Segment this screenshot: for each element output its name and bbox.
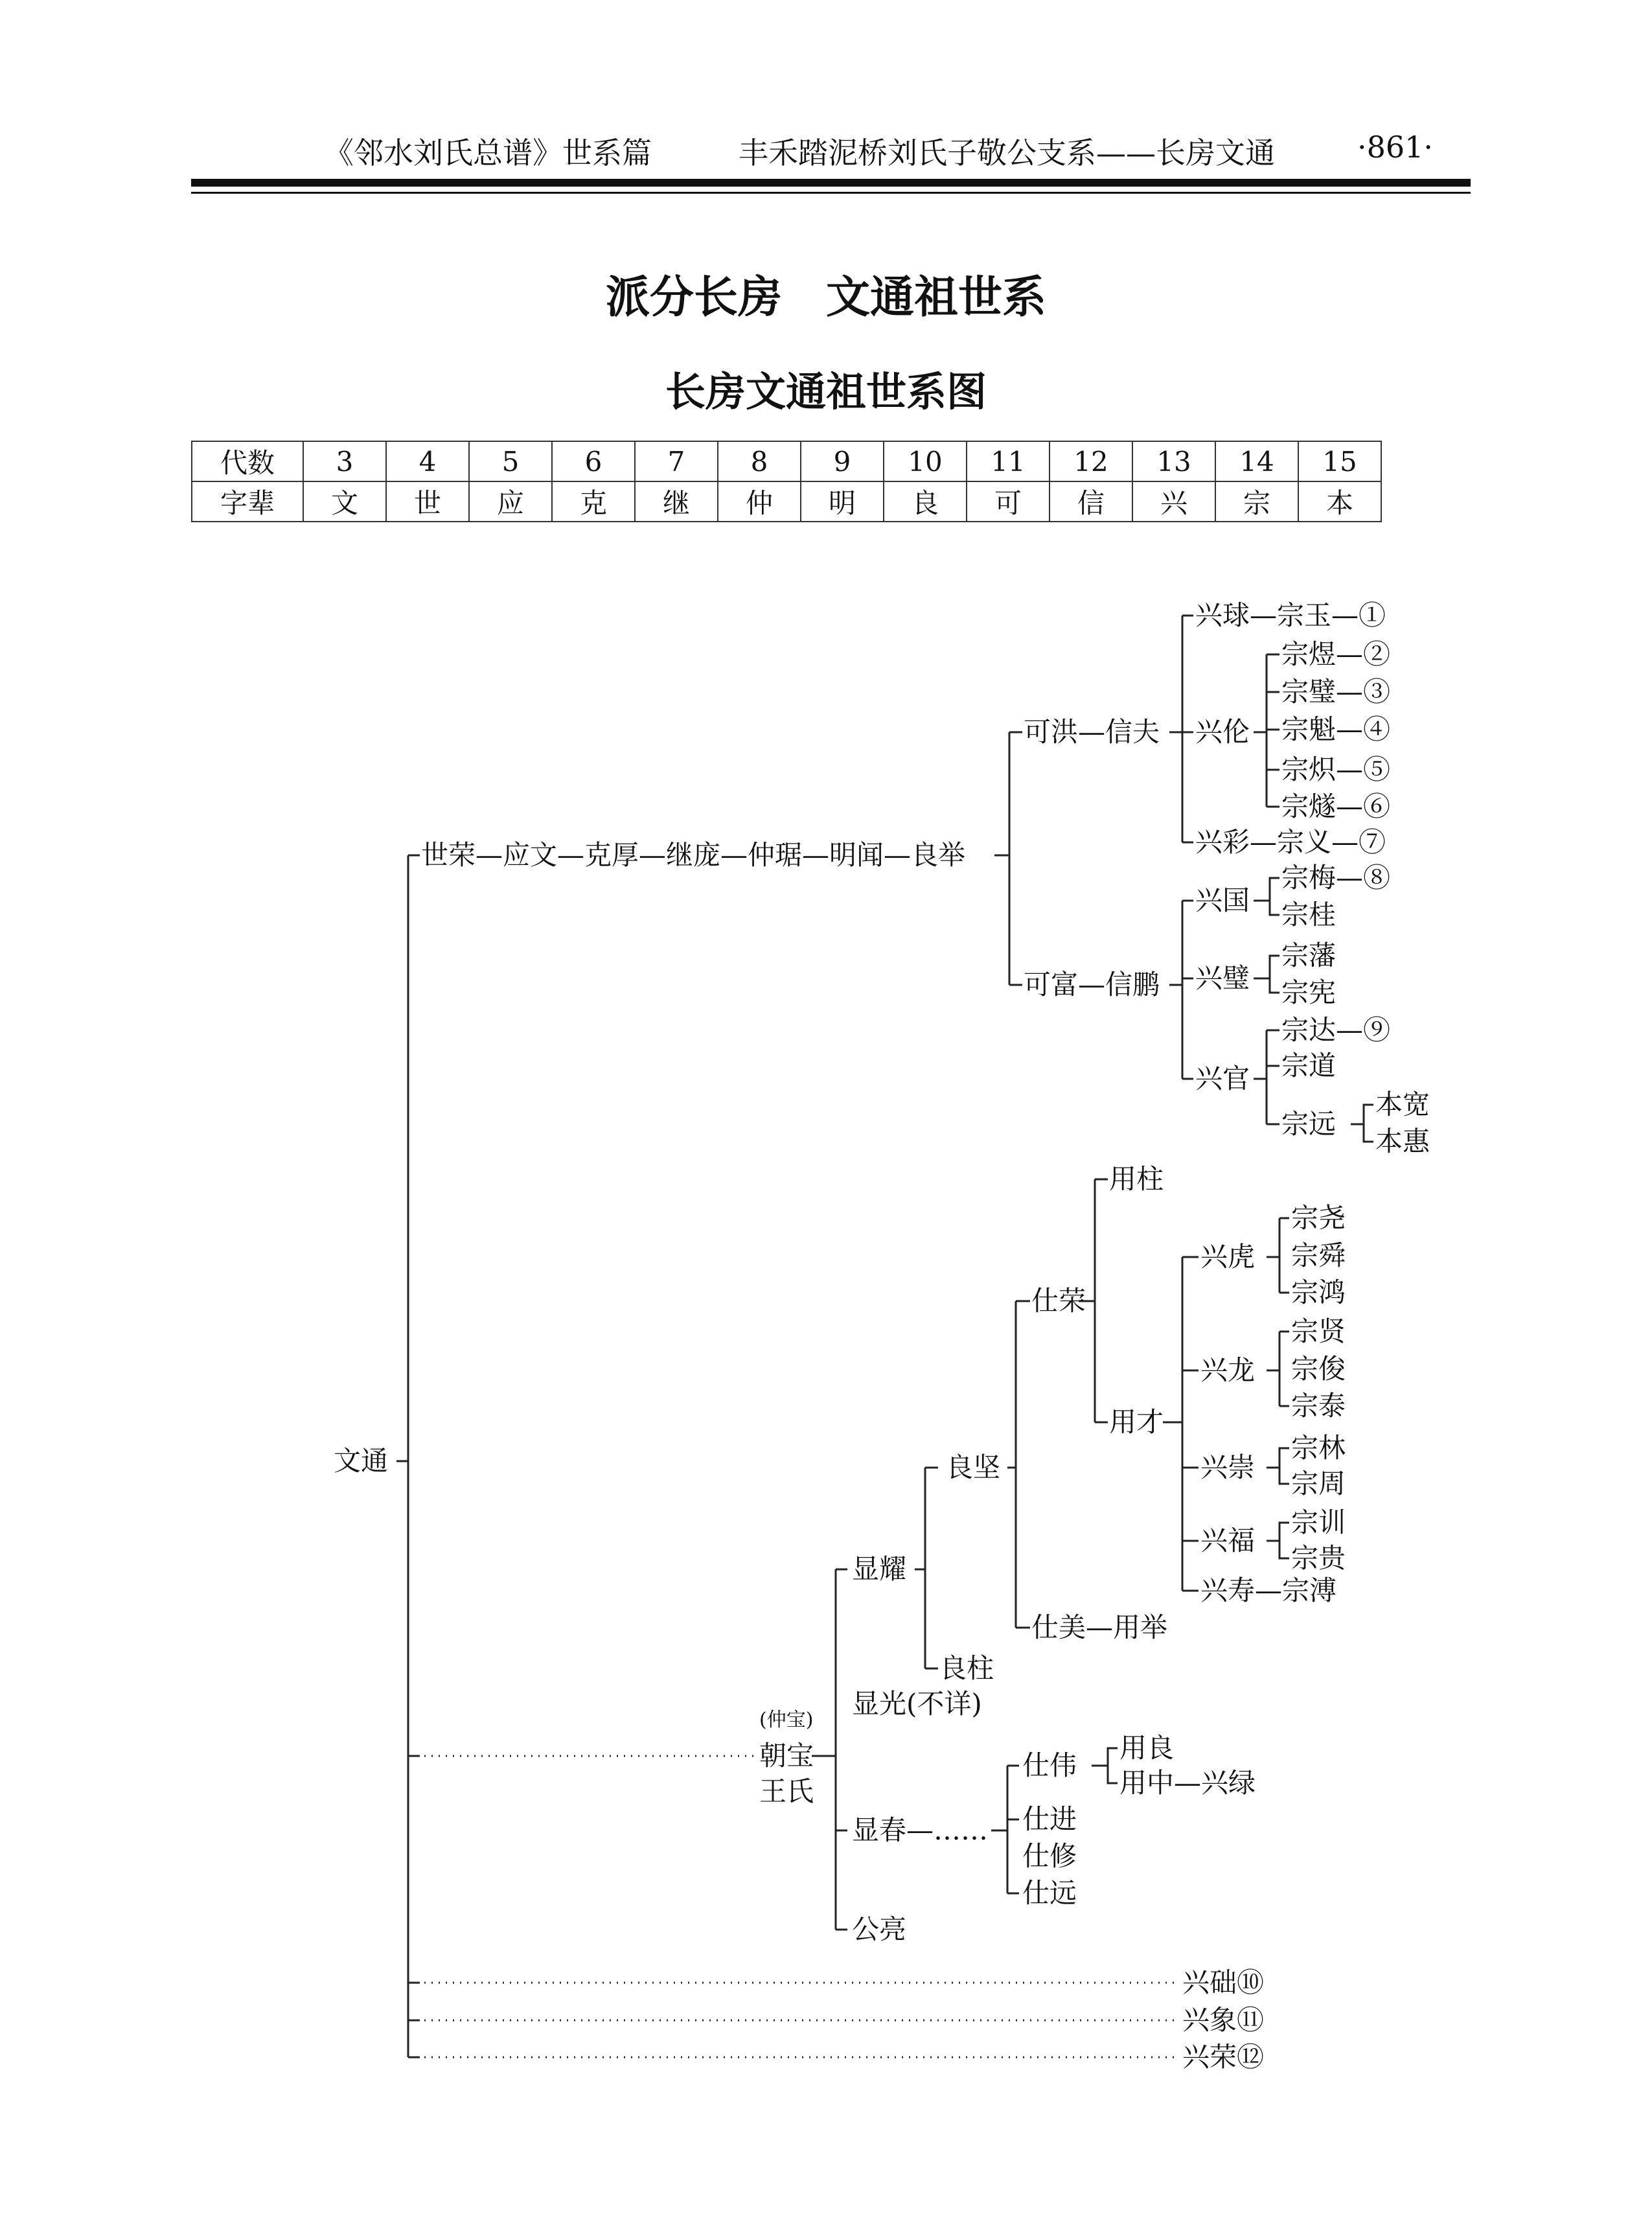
gen-number: 15 [1298, 441, 1381, 481]
tree-node: 宗煜—② [1281, 638, 1391, 670]
gen-number: 10 [884, 441, 967, 481]
tree-node: 本宽 [1375, 1089, 1430, 1120]
tree-node: 兴础⑩ [1182, 1967, 1265, 1998]
gen-character: 文 [303, 481, 386, 522]
tree-node: 兴龙 [1200, 1354, 1256, 1386]
tree-node: 良坚 [946, 1451, 1001, 1483]
tree-node: 宗璧—③ [1281, 676, 1391, 708]
gen-number: 6 [552, 441, 635, 481]
tree-node: 兴璧 [1195, 962, 1250, 994]
tree-node: 宗道 [1281, 1050, 1337, 1081]
gen-number: 4 [386, 441, 469, 481]
tree-node: 宗尧 [1291, 1202, 1346, 1234]
page-title: 派分长房 文通祖世系 [605, 272, 1046, 323]
tree-node: 王氏 [759, 1775, 814, 1807]
gen-character: 信 [1050, 481, 1132, 522]
gen-character: 本 [1298, 481, 1381, 522]
tree-node: 宗炽—⑤ [1281, 754, 1391, 785]
tree-node: 宗燧—⑥ [1281, 790, 1391, 822]
tree-node: 宗泰 [1291, 1390, 1346, 1422]
tree-node: 宗周 [1291, 1468, 1346, 1499]
tree-node: 兴寿—宗溥 [1200, 1575, 1337, 1606]
tree-node: 仕修 [1022, 1840, 1077, 1872]
tree-node: 朝宝 [759, 1740, 814, 1771]
tree-node: 宗贵 [1291, 1542, 1346, 1574]
gen-character: 应 [469, 481, 552, 522]
gen-character: 仲 [718, 481, 801, 522]
tree-node: 宗魁—④ [1281, 713, 1391, 745]
gen-number: 7 [635, 441, 718, 481]
tree-node: 宗藩 [1281, 940, 1337, 971]
tree-node: 兴福 [1200, 1525, 1256, 1556]
tree-node: 宗林 [1291, 1432, 1346, 1464]
running-header-book: 《邻水刘氏总谱》世系篇 [324, 135, 652, 170]
tree-node: 仕伟 [1022, 1749, 1077, 1781]
tree-node: 宗达—⑨ [1281, 1014, 1391, 1046]
tree-node: 仕美—用举 [1031, 1611, 1168, 1643]
tree-node: 兴虎 [1200, 1241, 1256, 1273]
tree-node: 用柱 [1109, 1163, 1164, 1195]
tree-node: 本惠 [1375, 1125, 1430, 1157]
gen-character: 明 [801, 481, 884, 522]
tree-node: 宗舜 [1291, 1240, 1346, 1271]
tree-node-note: (仲宝) [759, 1709, 814, 1731]
tree-node: 兴国 [1195, 884, 1250, 916]
gen-character: 可 [967, 481, 1050, 522]
gen-number: 14 [1215, 441, 1298, 481]
row-label: 字辈 [192, 481, 303, 522]
tree-node: 用才 [1109, 1406, 1164, 1438]
tree-node: 宗宪 [1281, 976, 1337, 1008]
tree-node: 显耀 [852, 1553, 907, 1585]
gen-number: 5 [469, 441, 552, 481]
running-header-section: 丰禾踏泥桥刘氏子敬公支系——长房文通 [739, 135, 1275, 170]
gen-character: 克 [552, 481, 635, 522]
gen-character: 宗 [1215, 481, 1298, 522]
gen-character: 兴 [1132, 481, 1215, 522]
tree-node: 宗贤 [1291, 1315, 1346, 1347]
gen-number: 13 [1132, 441, 1215, 481]
tree-node: 宗梅—⑧ [1281, 862, 1391, 894]
tree-node: 可洪—信夫 [1024, 716, 1160, 748]
tree-node-root: 文通 [334, 1445, 389, 1477]
tree-node: 用良 [1119, 1732, 1175, 1764]
gen-character: 良 [884, 481, 967, 522]
gen-number: 8 [718, 441, 801, 481]
tree-node-line1-chain: 世荣—应文—克厚—继庞—仲琚—明闻—良举 [421, 839, 966, 871]
tree-node: 兴崇 [1200, 1451, 1256, 1483]
tree-node: 宗鸿 [1291, 1276, 1346, 1308]
tree-node: 用中—兴绿 [1119, 1767, 1256, 1799]
tree-node: 兴伦 [1195, 716, 1250, 748]
tree-node: 兴荣⑫ [1182, 2041, 1265, 2073]
tree-node: 兴球—宗玉—① [1195, 599, 1386, 631]
page-number: ·861· [1357, 130, 1434, 165]
tree-node: 兴彩—宗义—⑦ [1195, 826, 1386, 858]
gen-character: 世 [386, 481, 469, 522]
tree-node: 宗桂 [1281, 899, 1337, 930]
tree-node: 宗远 [1281, 1108, 1337, 1140]
tree-node: 兴象⑪ [1182, 2004, 1265, 2036]
gen-character: 继 [635, 481, 718, 522]
tree-node: 仕远 [1022, 1877, 1077, 1909]
row-label: 代数 [192, 441, 303, 481]
tree-node: 兴官 [1195, 1063, 1250, 1094]
gen-number: 11 [967, 441, 1050, 481]
chart-title: 长房文通祖世系图 [665, 368, 987, 415]
tree-node: 显光(不详) [852, 1688, 982, 1720]
tree-node: 显春—…… [852, 1814, 989, 1846]
tree-node: 良柱 [939, 1652, 994, 1684]
gen-number: 9 [801, 441, 884, 481]
tree-node: 仕进 [1022, 1803, 1077, 1835]
gen-number: 3 [303, 441, 386, 481]
tree-node: 可富—信鹏 [1024, 969, 1160, 1000]
tree-node: 仕荣 [1031, 1285, 1086, 1317]
gen-number: 12 [1050, 441, 1132, 481]
tree-node: 公亮 [852, 1913, 907, 1945]
tree-node: 宗训 [1291, 1506, 1346, 1538]
tree-node: 宗俊 [1291, 1353, 1346, 1385]
